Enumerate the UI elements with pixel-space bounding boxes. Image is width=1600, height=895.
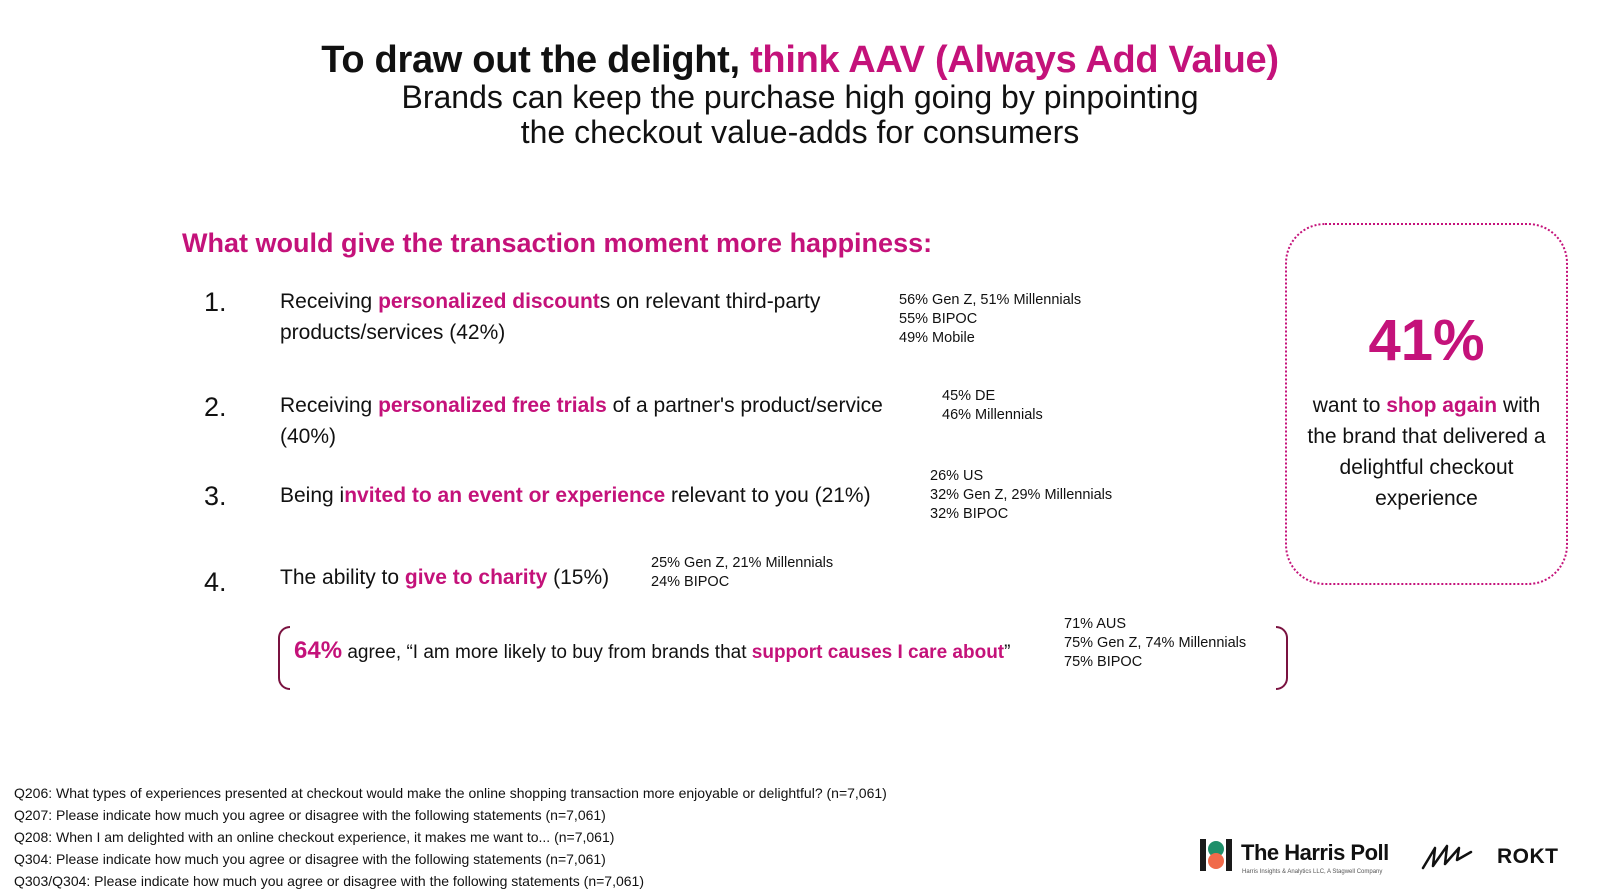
item-3-stats <box>930 467 1112 524</box>
item-4-post: (15%) <box>547 566 610 589</box>
item-1-highlight: personalized discount <box>378 290 600 313</box>
stat-line: 49% Mobile <box>899 330 975 346</box>
item-number-4: 4. <box>204 567 227 597</box>
callout-post: with the brand that delivered a delightful checkout experience <box>1307 394 1546 510</box>
stat-line: 75% BIPOC <box>1064 654 1143 670</box>
agree-post: ” <box>1004 642 1011 663</box>
stat-line: 56% Gen Z, 51% Millennials <box>899 292 1082 308</box>
stat-line: 24% BIPOC <box>651 574 730 590</box>
stat-line: 45% DE <box>942 388 996 404</box>
item-4-pre: The ability to <box>280 566 405 589</box>
stat-line: 55% BIPOC <box>899 311 978 327</box>
agree-stats <box>1064 615 1246 672</box>
subtitle-line-1: Brands can keep the purchase high going by pinpointing <box>401 79 1199 115</box>
subtitle-line-2: the checkout value-adds for consumers <box>520 114 1080 150</box>
footnote: Q303/Q304: Please indicate how much you agree or disagree with the following statements (n=7,061) <box>14 873 644 889</box>
footnote: Q304: Please indicate how much you agree or disagree with the following statements (n=7,061) <box>14 851 606 867</box>
agree-statement <box>294 637 1010 665</box>
item-2-post: of a partner's product/service (40%) <box>280 394 883 448</box>
page-title <box>0 38 1600 82</box>
page-subtitle <box>0 80 1600 150</box>
agree-percent: 64% <box>294 637 343 664</box>
footnote: Q208: When I am delighted with an online checkout experience, it makes me want to... (n=7,061) <box>14 829 615 845</box>
footnote: Q207: Please indicate how much you agree or disagree with the following statements (n=7,061) <box>14 807 606 823</box>
section-heading: What would give the transaction moment more happiness: <box>182 228 933 258</box>
bracket-right <box>1276 626 1288 690</box>
stat-line: 25% Gen Z, 21% Millennials <box>651 555 834 571</box>
callout-text <box>1301 390 1552 514</box>
logo-bar <box>1199 838 1579 878</box>
item-2-stats <box>942 387 1043 425</box>
stat-line: 46% Millennials <box>942 407 1043 423</box>
item-3-post: relevant to you (21%) <box>665 484 871 507</box>
footnotes <box>14 782 887 892</box>
item-2-pre: Receiving <box>280 394 379 417</box>
stat-line: 75% Gen Z, 74% Millennials <box>1064 635 1247 651</box>
item-1-pre: Receiving <box>280 290 379 313</box>
item-4-stats <box>651 554 833 592</box>
callout-percent: 41% <box>1368 308 1485 373</box>
item-1-post: s on relevant third-party products/services (42%) <box>280 290 821 344</box>
item-1-stats <box>899 291 1081 348</box>
item-number-3: 3. <box>204 481 227 511</box>
item-text-1 <box>280 286 870 348</box>
item-number-1: 1. <box>204 287 227 317</box>
item-4-highlight: give to charity <box>404 566 548 589</box>
harris-poll-logo-text: The Harris Poll <box>1241 840 1389 865</box>
item-3-highlight: nvited to an event or experience <box>344 484 666 507</box>
harris-poll-tagline: Harris Insights & Analytics LLC, A Stagwell Company <box>1242 869 1383 875</box>
stat-line: 71% AUS <box>1064 616 1127 632</box>
bracket-left <box>278 626 290 690</box>
item-3-pre: Being i <box>280 484 345 507</box>
item-text-4 <box>280 562 609 593</box>
item-number-2: 2. <box>204 392 227 422</box>
title-black: To draw out the delight, <box>321 39 740 81</box>
agree-pre: agree, “I am more likely to buy from brands that <box>342 642 752 663</box>
harris-poll-logo-icon <box>1199 838 1233 872</box>
stat-line: 32% BIPOC <box>930 506 1009 522</box>
title-pink: think AAV (Always Add Value) <box>750 39 1279 81</box>
callout-box <box>1285 223 1568 585</box>
agree-highlight: support causes I care about <box>751 642 1005 663</box>
footnote: Q206: What types of experiences presented at checkout would make the online shopping transaction more enjoyable or delightful? (n=7,061) <box>14 785 887 801</box>
item-text-2 <box>280 390 930 452</box>
item-2-highlight: personalized free trials <box>378 394 607 417</box>
callout-pre: want to <box>1312 394 1387 417</box>
callout-highlight: shop again <box>1386 394 1498 417</box>
stat-line: 32% Gen Z, 29% Millennials <box>930 487 1113 503</box>
stat-line: 26% US <box>930 468 984 484</box>
rokt-logo: ROKT <box>1497 845 1559 868</box>
item-text-3 <box>280 480 940 511</box>
signature-scribble-logo-icon <box>1421 842 1473 872</box>
